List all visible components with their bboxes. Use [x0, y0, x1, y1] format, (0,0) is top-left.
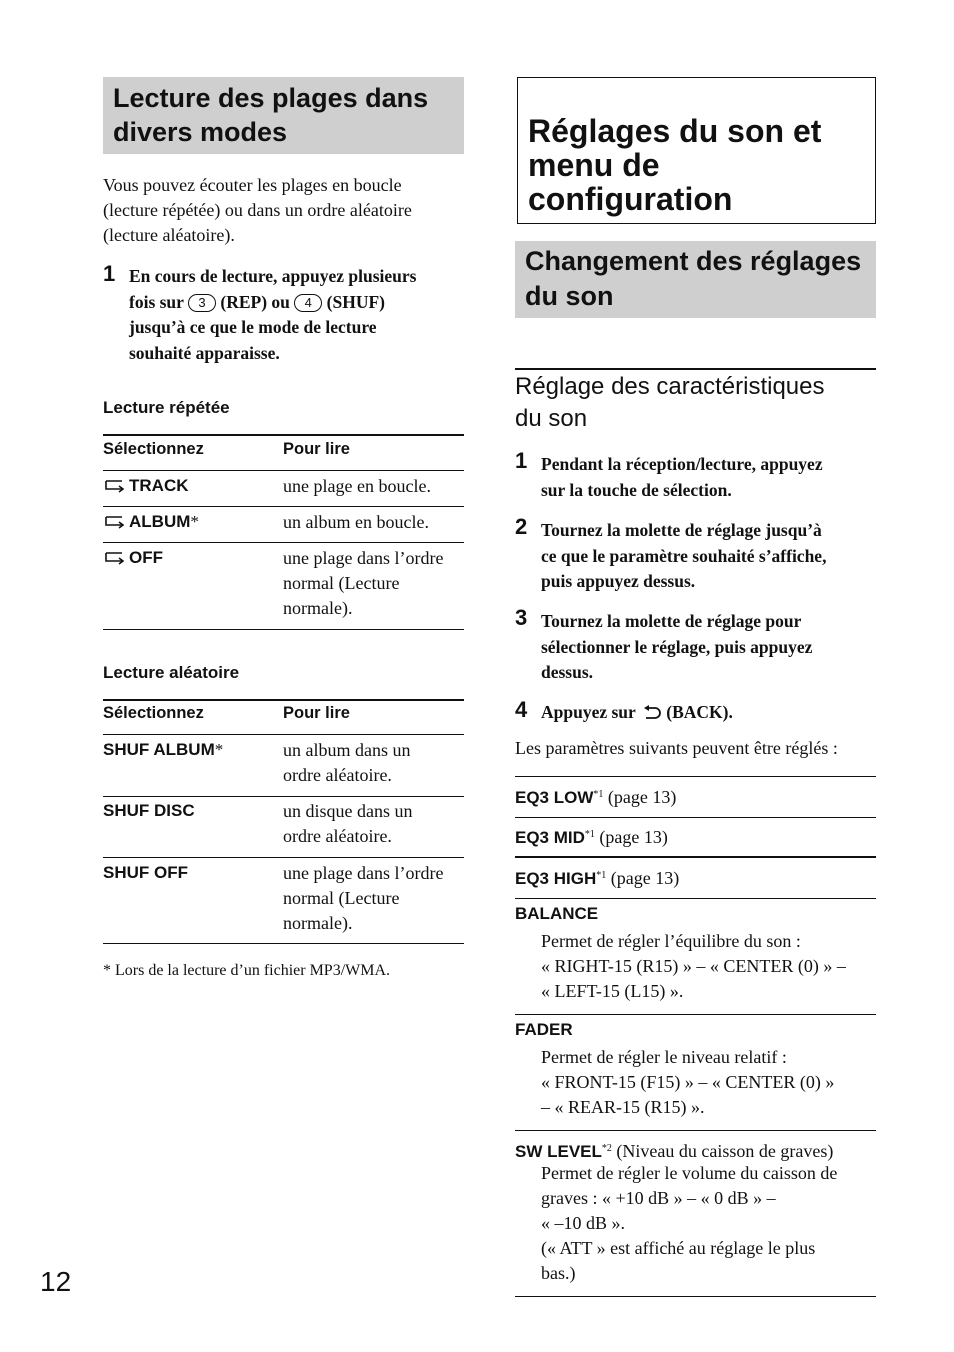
param-eq3-mid — [515, 822, 668, 850]
step-line: sélectionner le réglage, puis appuyez — [541, 636, 813, 657]
step-text: (SHUF) — [326, 291, 385, 312]
list-rule — [515, 1130, 876, 1131]
param-eq3-low — [515, 782, 676, 810]
step-line: puis appuyez dessus. — [541, 571, 696, 591]
desc-line: « RIGHT-15 (R15) » – « CENTER (0) » – — [541, 956, 846, 976]
desc-line: bas.) — [541, 1263, 576, 1283]
page-number: 12 — [40, 1266, 72, 1297]
subsection-title-line: du son — [515, 405, 588, 432]
step-1-text — [129, 264, 469, 366]
table-rule — [103, 734, 464, 735]
desc-line: graves : « +10 dB » – « 0 dB » – — [541, 1188, 776, 1208]
back-icon — [640, 704, 662, 720]
step-line: Tournez la molette de réglage jusqu’à — [541, 520, 822, 540]
table-cell-mode — [103, 476, 189, 496]
desc-line: une plage dans l’ordre — [283, 548, 444, 568]
desc-line: un disque dans un — [283, 801, 413, 821]
step-number: 1 — [515, 448, 528, 473]
desc-line: Permet de régler le niveau relatif : — [541, 1047, 787, 1067]
shuffle-table-title: Lecture aléatoire — [103, 663, 240, 682]
page-ref: (page 13) — [610, 868, 680, 888]
desc-line: normale). — [283, 913, 353, 933]
list-rule — [515, 1296, 876, 1297]
subsection-title — [515, 371, 876, 435]
step-3-text — [541, 609, 876, 686]
param-label: EQ3 HIGH — [515, 869, 597, 888]
chapter-title-line: configuration — [528, 181, 733, 217]
step-line: Tournez la molette de réglage pour — [541, 611, 802, 631]
step-number: 2 — [515, 514, 528, 539]
desc-line: Permet de régler le volume du caisson de — [541, 1163, 838, 1183]
list-rule — [515, 1014, 876, 1015]
param-balance-label: BALANCE — [515, 904, 599, 923]
list-rule — [515, 856, 876, 858]
section-title-line: divers modes — [113, 117, 288, 147]
desc-line: « LEFT-15 (L15) ». — [541, 981, 684, 1001]
step-text: Appuyez sur — [541, 702, 636, 722]
mode-label: OFF — [129, 548, 163, 567]
column-header: Pour lire — [283, 440, 350, 458]
param-label: EQ3 MID — [515, 828, 585, 847]
intro-line: Vous pouvez écouter les plages en boucle — [103, 175, 402, 195]
section-title-line: Changement des réglages — [525, 246, 862, 276]
chapter-title-box — [517, 77, 876, 224]
step-text: (REP) ou — [220, 291, 290, 312]
step-number: 1 — [103, 261, 116, 286]
section-title-line: Lecture des plages dans — [113, 83, 429, 113]
desc-line: normal (Lecture — [283, 888, 400, 908]
table-rule — [103, 857, 464, 858]
column-header: Sélectionnez — [103, 704, 204, 722]
table-cell-mode — [103, 863, 188, 883]
section-title-line: du son — [525, 281, 614, 311]
param-label: SW LEVEL — [515, 1142, 602, 1161]
param-fader-label: FADER — [515, 1020, 573, 1039]
mode-label: TRACK — [129, 476, 189, 495]
step-text: (BACK). — [666, 702, 733, 722]
table-cell-desc — [283, 799, 413, 849]
table-rule — [103, 629, 464, 630]
desc-line: normal (Lecture — [283, 573, 400, 593]
list-rule — [515, 776, 876, 777]
page-ref: (page 13) — [599, 827, 668, 847]
desc-line: « FRONT-15 (F15) » – « CENTER (0) » — [541, 1072, 835, 1092]
table-cell-desc — [283, 474, 431, 499]
desc-line: « –10 dB ». — [541, 1213, 626, 1233]
step-number: 3 — [515, 605, 528, 630]
desc-line: une plage dans l’ordre — [283, 863, 444, 883]
repeat-icon — [103, 550, 125, 566]
step-number: 4 — [515, 697, 528, 722]
mode-label: SHUF OFF — [103, 863, 188, 882]
param-sw-level — [515, 1136, 876, 1164]
repeat-icon — [103, 478, 125, 494]
mode-label: ALBUM — [129, 512, 191, 531]
table-rule — [103, 542, 464, 543]
list-rule — [515, 898, 876, 899]
footnote-mark: * — [214, 740, 224, 759]
table-cell-mode — [103, 512, 199, 532]
desc-line: un album dans un — [283, 740, 411, 760]
chapter-title-line: menu de — [528, 147, 660, 183]
footnote-mark: *2 — [601, 1143, 612, 1154]
intro-line: (lecture répétée) ou dans un ordre aléatoire — [103, 200, 412, 220]
param-note: (Niveau du caisson de graves) — [616, 1141, 834, 1161]
table-rule — [103, 434, 464, 436]
param-eq3-high — [515, 863, 679, 891]
step-line: dessus. — [541, 662, 594, 682]
step-line: ce que le paramètre souhaité s’affiche, — [541, 545, 827, 566]
shuf-key-icon: 4 — [294, 294, 322, 312]
section-header-play-modes — [103, 77, 464, 154]
rep-key-icon: 3 — [188, 294, 216, 312]
desc-line: ordre aléatoire. — [283, 765, 392, 785]
step-line: jusqu’à ce que le mode de lecture — [129, 317, 377, 337]
section-header-sound — [515, 241, 876, 318]
desc-line: – « REAR-15 (R15) ». — [541, 1097, 705, 1117]
subsection-title-line: Réglage des caractéristiques — [515, 373, 825, 400]
desc-line: Permet de régler l’équilibre du son : — [541, 931, 801, 951]
desc-line: un album en boucle. — [283, 512, 429, 532]
table-cell-mode — [103, 548, 163, 568]
step-line: En cours de lecture, appuyez plusieurs — [129, 266, 417, 286]
footnote-mark: * — [190, 512, 199, 531]
table-rule — [103, 943, 464, 944]
table-cell-desc — [283, 510, 429, 535]
step-line: sur la touche de sélection. — [541, 479, 732, 500]
list-rule — [515, 817, 876, 818]
table-cell-mode — [103, 801, 195, 821]
mode-label: SHUF DISC — [103, 801, 195, 820]
step-1-text — [541, 452, 876, 503]
intro-line: (lecture aléatoire). — [103, 225, 235, 245]
param-sw-level-desc — [541, 1161, 881, 1286]
intro-paragraph — [103, 173, 463, 248]
table-rule — [103, 470, 464, 471]
desc-line: ordre aléatoire. — [283, 826, 392, 846]
step-line: Pendant la réception/lecture, appuyez — [541, 454, 823, 474]
table-cell-mode — [103, 740, 223, 760]
table-cell-desc — [283, 738, 411, 788]
table-cell-desc — [283, 546, 443, 621]
desc-line: une plage en boucle. — [283, 476, 431, 496]
page-ref: (page 13) — [607, 787, 677, 807]
footnote-mark: *1 — [593, 789, 604, 800]
params-intro: Les paramètres suivants peuvent être réglés : — [515, 738, 838, 758]
param-balance-desc — [541, 929, 881, 1004]
table-cell-desc — [283, 861, 443, 936]
mode-label: SHUF ALBUM — [103, 740, 215, 759]
step-2-text — [541, 518, 876, 595]
table-rule — [103, 506, 464, 507]
param-label: EQ3 LOW — [515, 788, 594, 807]
step-line — [129, 290, 469, 316]
column-header: Sélectionnez — [103, 440, 204, 458]
step-text: fois sur — [129, 291, 184, 312]
footnote-mark: *1 — [596, 870, 607, 881]
footnote: * Lors de la lecture d’un fichier MP3/WMA. — [103, 962, 391, 979]
repeat-table-title: Lecture répétée — [103, 398, 230, 417]
chapter-title-line: Réglages du son et — [528, 113, 822, 149]
desc-line: (« ATT » est affiché au réglage le plus — [541, 1238, 816, 1258]
table-rule — [103, 796, 464, 797]
desc-line: normale). — [283, 598, 353, 618]
footnote-mark: *1 — [584, 829, 595, 840]
repeat-icon — [103, 514, 125, 530]
column-header: Pour lire — [283, 704, 350, 722]
table-rule — [103, 699, 464, 701]
subsection-rule — [515, 368, 876, 370]
step-4-text — [541, 700, 876, 726]
param-fader-desc — [541, 1045, 881, 1120]
step-line: souhaité apparaisse. — [129, 342, 280, 363]
